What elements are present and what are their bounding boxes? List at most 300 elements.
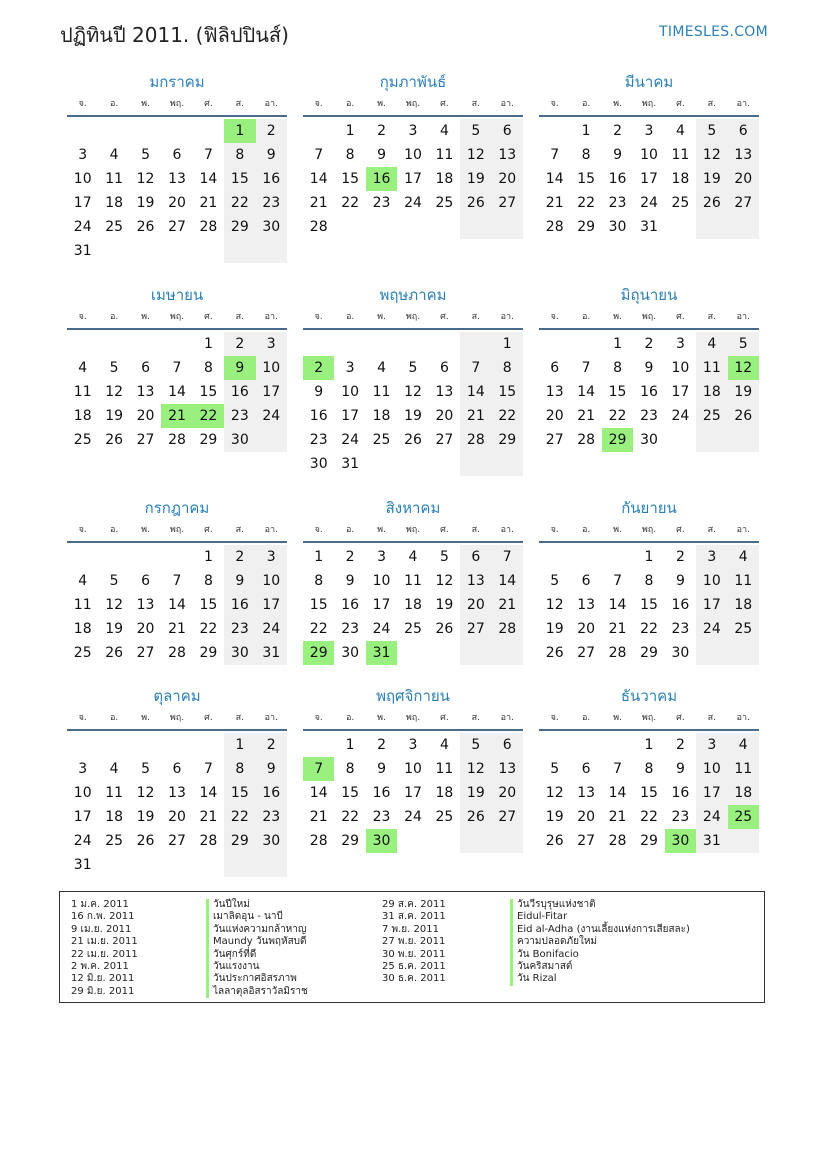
empty-day-cell — [696, 215, 727, 239]
day-cell: 8 — [224, 757, 255, 781]
day-cell: 10 — [256, 356, 287, 380]
holiday-day-cell: 9 — [224, 356, 255, 380]
weekday-label: ศ. — [440, 312, 449, 322]
weekday-label: อ. — [581, 312, 591, 322]
day-cell: 27 — [577, 645, 596, 661]
holiday-day-cell: 30 — [665, 829, 696, 853]
day-cell: 28 — [608, 833, 627, 849]
day-cell: 17 — [696, 781, 727, 805]
weekday-label: ส. — [471, 713, 480, 723]
day-cell: 22 — [492, 404, 523, 428]
day-cell: 23 — [671, 621, 690, 637]
day-cell: 19 — [136, 809, 155, 825]
empty-day-cell — [130, 332, 161, 356]
day-cell: 10 — [640, 147, 658, 163]
day-cell: 18 — [105, 809, 124, 825]
weekday-label: พ. — [613, 312, 622, 322]
day-cell: 29 — [224, 829, 255, 853]
empty-day-cell — [67, 733, 98, 757]
day-cell: 18 — [435, 171, 454, 187]
day-cell: 4 — [439, 123, 449, 139]
legend-holiday-name: เมาลิดอุน - นาบี — [206, 911, 308, 923]
weekday-label: จ. — [314, 99, 323, 109]
empty-day-cell — [67, 332, 98, 356]
empty-day-cell — [67, 119, 98, 143]
day-cell: 31 — [341, 456, 360, 472]
day-cell: 2 — [256, 733, 287, 757]
day-cell: 9 — [224, 569, 255, 593]
day-cell: 15 — [224, 781, 255, 805]
day-cell: 16 — [341, 597, 360, 613]
weekday-header — [67, 520, 287, 543]
empty-day-cell — [539, 119, 570, 143]
day-cell: 21 — [608, 621, 627, 637]
day-cell: 16 — [608, 171, 627, 187]
day-cell: 6 — [728, 119, 759, 143]
weekday-label: ศ. — [440, 99, 449, 109]
legend-holiday-name: วันประกาศอิสรภาพ — [206, 973, 308, 985]
weekday-label: ส. — [235, 99, 244, 109]
day-cell: 24 — [256, 617, 287, 641]
empty-day-cell — [161, 853, 192, 877]
month-block — [303, 283, 523, 476]
month-name: มีนาคม — [624, 73, 674, 91]
day-cell: 15 — [341, 785, 360, 801]
day-cell: 26 — [404, 432, 422, 448]
day-cell: 25 — [671, 195, 690, 211]
weekday-label: อา. — [500, 713, 514, 723]
day-cell: 23 — [224, 404, 255, 428]
day-cell: 24 — [73, 833, 92, 849]
day-cell: 4 — [696, 332, 727, 356]
empty-day-cell — [665, 215, 696, 239]
legend-date: 21 เม.ย. 2011 — [71, 936, 138, 948]
page-title: ปฏิทินปี 2011. (ฟิลิปปินส์) — [60, 23, 289, 47]
weekday-header — [303, 520, 523, 543]
legend-holiday-name: Eid al-Adha (งานเลี้ยงแห่งการเสียสละ) — [510, 924, 690, 936]
day-cell: 20 — [168, 809, 186, 825]
weekday-label: อ. — [345, 525, 355, 535]
weekday-header — [303, 307, 523, 330]
day-cell: 27 — [545, 432, 564, 448]
day-cell: 14 — [199, 785, 218, 801]
day-cell: 12 — [136, 171, 155, 187]
weekday-label: อ. — [345, 713, 355, 723]
holiday-day-cell: 21 — [161, 404, 192, 428]
weekday-label: ศ. — [440, 713, 449, 723]
weekday-label: อ. — [109, 525, 119, 535]
day-cell: 3 — [78, 761, 88, 777]
empty-day-cell — [539, 332, 570, 356]
legend-date: 7 พ.ย. 2011 — [382, 923, 439, 935]
day-cell: 24 — [404, 809, 422, 825]
day-cell: 12 — [696, 143, 727, 167]
day-cell: 28 — [199, 833, 218, 849]
day-cell: 18 — [728, 593, 759, 617]
empty-day-cell — [130, 853, 161, 877]
day-cell: 27 — [492, 805, 523, 829]
day-cell: 17 — [696, 593, 727, 617]
day-cell: 29 — [224, 215, 255, 239]
empty-day-cell — [570, 733, 601, 757]
weekday-label: พฤ. — [169, 99, 185, 109]
weekday-label: ศ. — [676, 525, 685, 535]
day-cell: 3 — [696, 545, 727, 569]
day-cell: 7 — [314, 147, 324, 163]
weekday-label: จ. — [550, 312, 559, 322]
day-cell: 14 — [545, 171, 564, 187]
weekday-label: ส. — [707, 99, 716, 109]
day-cell: 15 — [199, 384, 218, 400]
empty-day-cell — [728, 428, 759, 452]
day-cell: 31 — [640, 219, 658, 235]
day-cell: 22 — [309, 621, 328, 637]
legend-date: 16 ก.พ. 2011 — [71, 911, 135, 923]
weekday-label: อา. — [500, 312, 514, 322]
empty-day-cell — [303, 119, 334, 143]
day-cell: 30 — [256, 215, 287, 239]
weekday-label: จ. — [550, 525, 559, 535]
day-cell: 10 — [671, 360, 690, 376]
weekday-header — [67, 94, 287, 117]
day-cell: 21 — [199, 195, 218, 211]
empty-day-cell — [429, 332, 460, 356]
day-cell: 4 — [377, 360, 387, 376]
day-cell: 22 — [608, 408, 627, 424]
weekday-label: อ. — [109, 713, 119, 723]
empty-day-cell — [492, 829, 523, 853]
brand-logo-text[interactable]: TIMESLES.COM — [659, 24, 768, 40]
day-cell: 14 — [168, 597, 186, 613]
days-grid — [303, 733, 523, 853]
day-cell: 9 — [675, 573, 685, 589]
day-cell: 9 — [644, 360, 654, 376]
day-cell: 6 — [460, 545, 491, 569]
day-cell: 17 — [73, 809, 92, 825]
day-cell: 28 — [577, 432, 596, 448]
month-name: พฤศจิกายน — [376, 687, 450, 705]
day-cell: 10 — [73, 785, 92, 801]
day-cell: 23 — [372, 195, 391, 211]
day-cell: 17 — [404, 785, 422, 801]
day-cell: 1 — [203, 549, 213, 565]
legend-holiday-name: วันแห่งความกล้าหาญ — [206, 924, 308, 936]
day-cell: 24 — [256, 404, 287, 428]
weekday-label: อ. — [581, 99, 591, 109]
day-cell: 14 — [309, 785, 328, 801]
weekday-label: อ. — [109, 99, 119, 109]
legend-holiday-name: วันแรงงาน — [206, 961, 308, 973]
day-cell: 13 — [577, 785, 596, 801]
days-grid — [539, 733, 759, 853]
day-cell: 8 — [581, 147, 591, 163]
day-cell: 15 — [577, 171, 596, 187]
day-cell: 9 — [377, 761, 387, 777]
day-cell: 26 — [545, 833, 564, 849]
weekday-label: พฤ. — [641, 99, 657, 109]
day-cell: 27 — [728, 191, 759, 215]
day-cell: 9 — [256, 757, 287, 781]
day-cell: 2 — [377, 123, 387, 139]
month-block — [67, 283, 287, 452]
day-cell: 6 — [550, 360, 560, 376]
day-cell: 6 — [492, 119, 523, 143]
month-name: กรกฎาคม — [144, 499, 210, 517]
day-cell: 25 — [105, 833, 124, 849]
day-cell: 4 — [439, 737, 449, 753]
holiday-day-cell: 25 — [728, 805, 759, 829]
weekday-label: พฤ. — [169, 312, 185, 322]
weekday-label: จ. — [78, 312, 87, 322]
day-cell: 11 — [728, 569, 759, 593]
day-cell: 26 — [136, 833, 155, 849]
day-cell: 22 — [341, 195, 360, 211]
day-cell: 6 — [581, 761, 591, 777]
day-cell: 24 — [73, 219, 92, 235]
holiday-day-cell: 16 — [366, 167, 397, 191]
day-cell: 8 — [644, 761, 654, 777]
holiday-day-cell: 1 — [224, 119, 255, 143]
weekday-label: อา. — [264, 713, 278, 723]
empty-day-cell — [98, 545, 129, 569]
weekday-label: พ. — [377, 99, 386, 109]
day-cell: 13 — [577, 597, 596, 613]
day-cell: 1 — [203, 336, 213, 352]
weekday-label: พ. — [141, 525, 150, 535]
day-cell: 27 — [168, 833, 186, 849]
legend-names-right — [510, 899, 690, 986]
day-cell: 13 — [728, 143, 759, 167]
day-cell: 26 — [105, 432, 124, 448]
day-cell: 5 — [141, 761, 151, 777]
day-cell: 1 — [314, 549, 324, 565]
day-cell: 3 — [78, 147, 88, 163]
day-cell: 10 — [341, 384, 360, 400]
empty-day-cell — [460, 332, 491, 356]
weekday-label: พ. — [141, 713, 150, 723]
day-cell: 16 — [224, 593, 255, 617]
day-cell: 13 — [168, 171, 186, 187]
weekday-label: ศ. — [204, 312, 213, 322]
holiday-day-cell: 31 — [366, 641, 397, 665]
weekday-label: จ. — [314, 312, 323, 322]
day-cell: 3 — [644, 123, 654, 139]
weekday-label: พฤ. — [641, 525, 657, 535]
legend-dates-right — [382, 899, 446, 986]
day-cell: 14 — [199, 171, 218, 187]
month-name: กุมภาพันธ์ — [379, 73, 447, 91]
day-cell: 12 — [136, 785, 155, 801]
weekday-label: จ. — [314, 525, 323, 535]
day-cell: 6 — [172, 147, 182, 163]
day-cell: 3 — [408, 123, 418, 139]
empty-day-cell — [728, 215, 759, 239]
day-cell: 29 — [640, 833, 658, 849]
weekday-label: อ. — [345, 99, 355, 109]
empty-day-cell — [492, 641, 523, 665]
day-cell: 28 — [545, 219, 564, 235]
empty-day-cell — [429, 215, 460, 239]
day-cell: 15 — [309, 597, 328, 613]
day-cell: 1 — [644, 737, 654, 753]
holiday-legend — [59, 891, 765, 1003]
empty-day-cell — [303, 332, 334, 356]
empty-day-cell — [130, 119, 161, 143]
day-cell: 1 — [345, 123, 355, 139]
day-cell: 23 — [256, 805, 287, 829]
day-cell: 19 — [545, 809, 564, 825]
day-cell: 25 — [372, 432, 391, 448]
day-cell: 30 — [640, 432, 658, 448]
weekday-label: พ. — [613, 525, 622, 535]
legend-names-left — [206, 899, 308, 998]
weekday-label: อ. — [109, 312, 119, 322]
day-cell: 28 — [608, 645, 627, 661]
day-cell: 2 — [644, 336, 654, 352]
day-cell: 20 — [492, 167, 523, 191]
day-cell: 11 — [105, 785, 124, 801]
day-cell: 2 — [256, 119, 287, 143]
empty-day-cell — [256, 853, 287, 877]
day-cell: 13 — [168, 785, 186, 801]
day-cell: 18 — [728, 781, 759, 805]
holiday-day-cell: 29 — [303, 641, 334, 665]
weekday-label: ส. — [471, 99, 480, 109]
day-cell: 7 — [492, 545, 523, 569]
day-cell: 11 — [105, 171, 124, 187]
day-cell: 20 — [168, 195, 186, 211]
month-block — [303, 70, 523, 239]
day-cell: 27 — [435, 432, 454, 448]
month-block — [539, 70, 759, 239]
empty-day-cell — [98, 119, 129, 143]
day-cell: 12 — [105, 384, 124, 400]
legend-holiday-name: Maundy วันพฤหัสบดี — [206, 936, 308, 948]
day-cell: 27 — [577, 833, 596, 849]
legend-date: 29 มิ.ย. 2011 — [71, 985, 135, 997]
day-cell: 9 — [314, 384, 324, 400]
day-cell: 29 — [199, 645, 218, 661]
month-name: พฤษภาคม — [379, 286, 447, 304]
day-cell: 25 — [73, 432, 92, 448]
day-cell: 8 — [492, 356, 523, 380]
day-cell: 18 — [404, 597, 422, 613]
legend-date: 25 ธ.ค. 2011 — [382, 961, 446, 973]
day-cell: 16 — [671, 597, 690, 613]
empty-day-cell — [161, 332, 192, 356]
day-cell: 8 — [613, 360, 623, 376]
day-cell: 23 — [372, 809, 391, 825]
weekday-label: พ. — [377, 312, 386, 322]
day-cell: 28 — [199, 219, 218, 235]
legend-holiday-name: วันปีใหม่ — [206, 899, 308, 911]
weekday-label: ศ. — [204, 99, 213, 109]
day-cell: 5 — [439, 549, 449, 565]
day-cell: 11 — [404, 573, 422, 589]
day-cell: 25 — [435, 195, 454, 211]
day-cell: 6 — [141, 573, 151, 589]
day-cell: 4 — [109, 147, 119, 163]
day-cell: 5 — [408, 360, 418, 376]
empty-day-cell — [602, 733, 633, 757]
day-cell: 13 — [492, 757, 523, 781]
day-cell: 24 — [341, 432, 360, 448]
day-cell: 16 — [309, 408, 328, 424]
legend-holiday-name: วันวีรบุรุษแห่งชาติ — [510, 899, 690, 911]
month-name: มกราคม — [149, 73, 205, 91]
day-cell: 30 — [341, 645, 360, 661]
weekday-label: ศ. — [204, 713, 213, 723]
day-cell: 5 — [460, 733, 491, 757]
day-cell: 14 — [492, 569, 523, 593]
legend-date: 30 ธ.ค. 2011 — [382, 973, 446, 985]
day-cell: 27 — [136, 432, 155, 448]
empty-day-cell — [161, 733, 192, 757]
day-cell: 5 — [550, 761, 560, 777]
day-cell: 19 — [105, 621, 124, 637]
day-cell: 26 — [728, 404, 759, 428]
day-cell: 9 — [675, 761, 685, 777]
day-cell: 5 — [141, 147, 151, 163]
empty-day-cell — [429, 829, 460, 853]
weekday-label: จ. — [550, 99, 559, 109]
weekday-label: ศ. — [204, 525, 213, 535]
day-cell: 8 — [644, 573, 654, 589]
day-cell: 17 — [73, 195, 92, 211]
empty-day-cell — [429, 641, 460, 665]
day-cell: 30 — [608, 219, 627, 235]
day-cell: 10 — [256, 569, 287, 593]
day-cell: 12 — [545, 597, 564, 613]
month-name: ธันวาคม — [620, 687, 678, 705]
empty-day-cell — [539, 733, 570, 757]
day-cell: 21 — [608, 809, 627, 825]
weekday-header — [67, 708, 287, 731]
month-name: สิงหาคม — [385, 499, 441, 517]
day-cell: 7 — [613, 573, 623, 589]
day-cell: 5 — [696, 119, 727, 143]
holiday-day-cell: 2 — [303, 356, 334, 380]
day-cell: 26 — [460, 805, 491, 829]
day-cell: 22 — [224, 805, 255, 829]
weekday-label: พฤ. — [169, 713, 185, 723]
day-cell: 20 — [136, 621, 155, 637]
day-cell: 30 — [309, 456, 328, 472]
day-cell: 28 — [492, 617, 523, 641]
day-cell: 2 — [675, 549, 685, 565]
day-cell: 16 — [256, 167, 287, 191]
day-cell: 20 — [728, 167, 759, 191]
empty-day-cell — [130, 545, 161, 569]
day-cell: 6 — [581, 573, 591, 589]
day-cell: 13 — [136, 597, 155, 613]
day-cell: 5 — [109, 360, 119, 376]
day-cell: 22 — [224, 191, 255, 215]
weekday-label: ศ. — [676, 312, 685, 322]
days-grid — [539, 119, 759, 239]
day-cell: 18 — [372, 408, 391, 424]
empty-day-cell — [161, 119, 192, 143]
weekday-label: อา. — [736, 713, 750, 723]
day-cell: 4 — [675, 123, 685, 139]
empty-day-cell — [366, 215, 397, 239]
day-cell: 11 — [73, 597, 92, 613]
days-grid — [303, 119, 523, 239]
holiday-day-cell: 22 — [193, 404, 224, 428]
day-cell: 8 — [345, 761, 355, 777]
empty-day-cell — [256, 428, 287, 452]
month-name: กันยายน — [621, 499, 677, 517]
